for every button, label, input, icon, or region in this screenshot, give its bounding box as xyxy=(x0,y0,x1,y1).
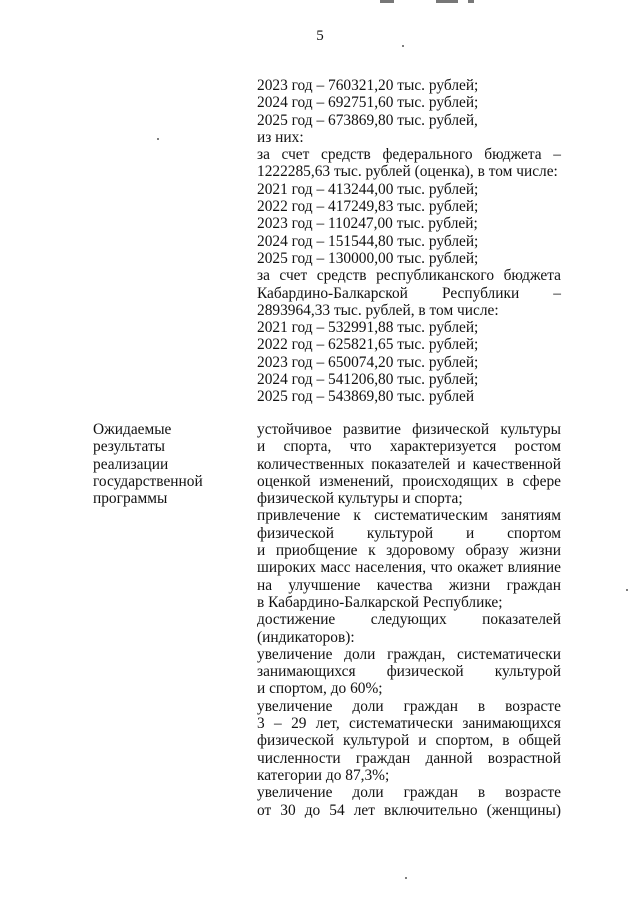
word: граждан xyxy=(403,697,458,715)
word: за xyxy=(257,146,270,164)
label-line: реализации xyxy=(93,455,169,473)
word: 2023 год – 110247,00 тыс. рублей; xyxy=(257,215,478,233)
label-line: государственной xyxy=(93,472,203,490)
word: окажет xyxy=(457,559,503,577)
word: здоровому xyxy=(386,542,455,560)
word: в Кабардино-Балкарской Республике; xyxy=(257,593,503,611)
funding-line xyxy=(257,94,561,111)
word: широких xyxy=(257,559,316,577)
word: увеличение xyxy=(257,784,333,802)
label-line: результаты xyxy=(93,438,166,456)
word: и xyxy=(457,455,466,473)
results-line xyxy=(257,473,561,490)
word: доли xyxy=(352,697,384,715)
word: 29 xyxy=(291,715,307,733)
word: увеличение xyxy=(257,697,333,715)
word: устойчивое xyxy=(257,421,332,438)
word: занимающихся xyxy=(257,663,356,681)
word: – xyxy=(274,715,282,733)
word: доли xyxy=(352,784,384,802)
results-line xyxy=(257,421,561,438)
word: до xyxy=(304,801,321,819)
word: к xyxy=(353,507,361,525)
word: общей xyxy=(518,732,561,750)
word: граждан xyxy=(506,576,561,594)
results-line xyxy=(257,646,561,663)
results-line xyxy=(257,715,561,732)
word: в xyxy=(506,472,514,490)
word: культурой xyxy=(366,524,434,542)
word: занятиям xyxy=(500,507,561,525)
funding-line xyxy=(257,336,561,353)
word: систематически xyxy=(349,715,454,733)
results-line xyxy=(257,456,561,473)
word: средств xyxy=(321,146,371,164)
page-number: 5 xyxy=(316,28,324,44)
funding-line xyxy=(257,215,561,232)
word: из них: xyxy=(257,128,304,146)
word: и xyxy=(257,438,266,456)
word: в xyxy=(477,784,486,802)
funding-line xyxy=(257,319,561,336)
word: увеличение xyxy=(257,645,333,663)
results-line xyxy=(257,802,561,819)
results-line xyxy=(257,507,561,524)
funding-line xyxy=(257,112,561,129)
word: образу xyxy=(465,542,509,560)
funding-line xyxy=(257,163,561,180)
word: влияние xyxy=(507,559,561,577)
funding-line xyxy=(257,77,561,94)
funding-line xyxy=(257,354,561,371)
funding-line xyxy=(257,388,561,405)
word: 2021 год – 413244,00 тыс. рублей; xyxy=(257,180,479,198)
word: 2025 год – 130000,00 тыс. рублей; xyxy=(257,249,479,267)
word: что xyxy=(349,438,372,456)
scan-speck xyxy=(157,138,159,140)
funding-line xyxy=(257,198,561,215)
funding-block xyxy=(257,77,561,406)
results-line xyxy=(257,525,561,542)
funding-line xyxy=(257,371,561,388)
label-line: программы xyxy=(93,490,168,508)
word: средств xyxy=(316,267,367,285)
word: и xyxy=(418,732,427,750)
word: счет xyxy=(279,267,308,285)
word: бюджета xyxy=(484,146,542,164)
word: улучшение xyxy=(288,576,361,594)
word: за xyxy=(257,267,270,285)
funding-line xyxy=(257,302,561,319)
word: численности xyxy=(257,749,341,767)
results-line xyxy=(257,629,561,646)
word: 1222285,63 тыс. рублей (оценка), в том числе: xyxy=(257,163,558,181)
word: Республики xyxy=(441,284,520,302)
word: показателей xyxy=(371,455,451,473)
word: количественных xyxy=(257,455,365,473)
word: граждан, xyxy=(387,645,446,663)
word: Кабардино-Балкарской xyxy=(257,284,408,302)
word: культурой xyxy=(494,663,561,681)
expected-results-block xyxy=(257,421,561,819)
word: привлечение xyxy=(257,507,341,525)
word: достижение xyxy=(257,611,336,629)
results-line xyxy=(257,438,561,455)
word: 30 xyxy=(280,801,296,819)
word: в xyxy=(502,732,510,750)
word: лет, xyxy=(315,715,340,733)
word: развитие xyxy=(343,421,401,438)
word: характеризуется xyxy=(389,438,497,456)
word: лет xyxy=(353,801,375,819)
word: занимающихся xyxy=(462,715,561,733)
results-line xyxy=(257,542,561,559)
word: 2023 год – 650074,20 тыс. рублей; xyxy=(257,353,479,371)
word: систематическим xyxy=(374,507,488,525)
scan-artifact-marks xyxy=(380,0,480,6)
word: культуры xyxy=(500,421,561,438)
results-line xyxy=(257,698,561,715)
word: спорта, xyxy=(283,438,332,456)
word: следующих xyxy=(370,611,447,629)
funding-line xyxy=(257,181,561,198)
results-line xyxy=(257,767,561,784)
label-line: Ожидаемые xyxy=(93,421,172,438)
results-line xyxy=(257,732,561,749)
word: 2024 год – 541206,80 тыс. рублей; xyxy=(257,371,479,389)
word: возрастной xyxy=(487,749,561,767)
word: и спортом, до 60%; xyxy=(257,680,383,698)
word: изменений, xyxy=(319,472,394,490)
word: 54 xyxy=(329,801,345,819)
word: республиканского xyxy=(376,267,495,285)
funding-line xyxy=(257,129,561,146)
word: населения, xyxy=(355,559,427,577)
word: (индикаторов): xyxy=(257,628,355,646)
word: качественной xyxy=(472,455,561,473)
word: возрасте xyxy=(505,784,561,802)
word: категории до 87,3%; xyxy=(257,766,390,784)
word: сфере xyxy=(522,472,561,490)
word: качества xyxy=(376,576,433,594)
word: данной xyxy=(425,749,473,767)
results-line xyxy=(257,784,561,801)
word: происходящих xyxy=(402,472,498,490)
word: жизни xyxy=(448,576,491,594)
word: жизни xyxy=(519,542,561,560)
word: (женщины) xyxy=(486,801,561,819)
word: 2023 год – 760321,20 тыс. рублей; xyxy=(257,77,479,94)
word: физической xyxy=(257,732,334,750)
results-line xyxy=(257,490,561,507)
word: оценкой xyxy=(257,472,311,490)
word: 2021 год – 532991,88 тыс. рублей; xyxy=(257,319,479,337)
word: физической xyxy=(412,421,490,438)
word: счет xyxy=(281,146,310,164)
word: возрасте xyxy=(505,697,561,715)
results-line xyxy=(257,594,561,611)
word: 2024 год – 692751,60 тыс. рублей; xyxy=(257,94,479,112)
word: бюджета xyxy=(503,267,561,285)
results-line xyxy=(257,750,561,767)
word: масс xyxy=(320,559,351,577)
word: 2022 год – 625821,65 тыс. рублей; xyxy=(257,336,479,354)
word: к xyxy=(368,542,376,560)
word: что xyxy=(430,559,453,577)
results-line xyxy=(257,577,561,594)
results-line xyxy=(257,559,561,576)
word: 3 xyxy=(257,715,265,733)
funding-line xyxy=(257,146,561,163)
scan-speck xyxy=(405,877,407,879)
scan-speck xyxy=(402,45,404,47)
funding-line xyxy=(257,250,561,267)
word: 2893964,33 тыс. рублей, в том числе: xyxy=(257,301,499,319)
results-label xyxy=(93,421,243,507)
word: 2025 год – 673869,80 тыс. рублей, xyxy=(257,111,478,129)
word: доли xyxy=(344,645,376,663)
scan-speck xyxy=(626,589,628,591)
word: от xyxy=(257,801,272,819)
word: ростом xyxy=(514,438,561,456)
results-line xyxy=(257,680,561,697)
word: и xyxy=(257,542,266,560)
word: и xyxy=(465,524,475,542)
results-line xyxy=(257,663,561,680)
word: 2025 год – 543869,80 тыс. рублей xyxy=(257,388,475,406)
funding-line xyxy=(257,233,561,250)
word: – xyxy=(553,284,561,302)
word: спортом xyxy=(507,524,561,542)
word: федерального xyxy=(382,146,473,164)
results-line xyxy=(257,611,561,628)
word: граждан xyxy=(403,784,458,802)
word: спортом, xyxy=(435,732,494,750)
word: систематически xyxy=(456,645,561,663)
funding-line xyxy=(257,267,561,284)
word: включительно xyxy=(384,801,478,819)
word: физической xyxy=(386,663,464,681)
word: на xyxy=(257,576,273,594)
word: 2022 год – 417249,83 тыс. рублей; xyxy=(257,198,479,216)
word: приобщение xyxy=(275,542,358,560)
word: физической xyxy=(257,524,334,542)
word: показателей xyxy=(482,611,561,629)
word: в xyxy=(477,697,486,715)
word: культурой xyxy=(342,732,410,750)
word: – xyxy=(553,146,561,164)
word: физической культуры и спорта; xyxy=(257,490,463,508)
funding-line xyxy=(257,285,561,302)
word: 2024 год – 151544,80 тыс. рублей; xyxy=(257,232,479,250)
word: граждан xyxy=(355,749,411,767)
